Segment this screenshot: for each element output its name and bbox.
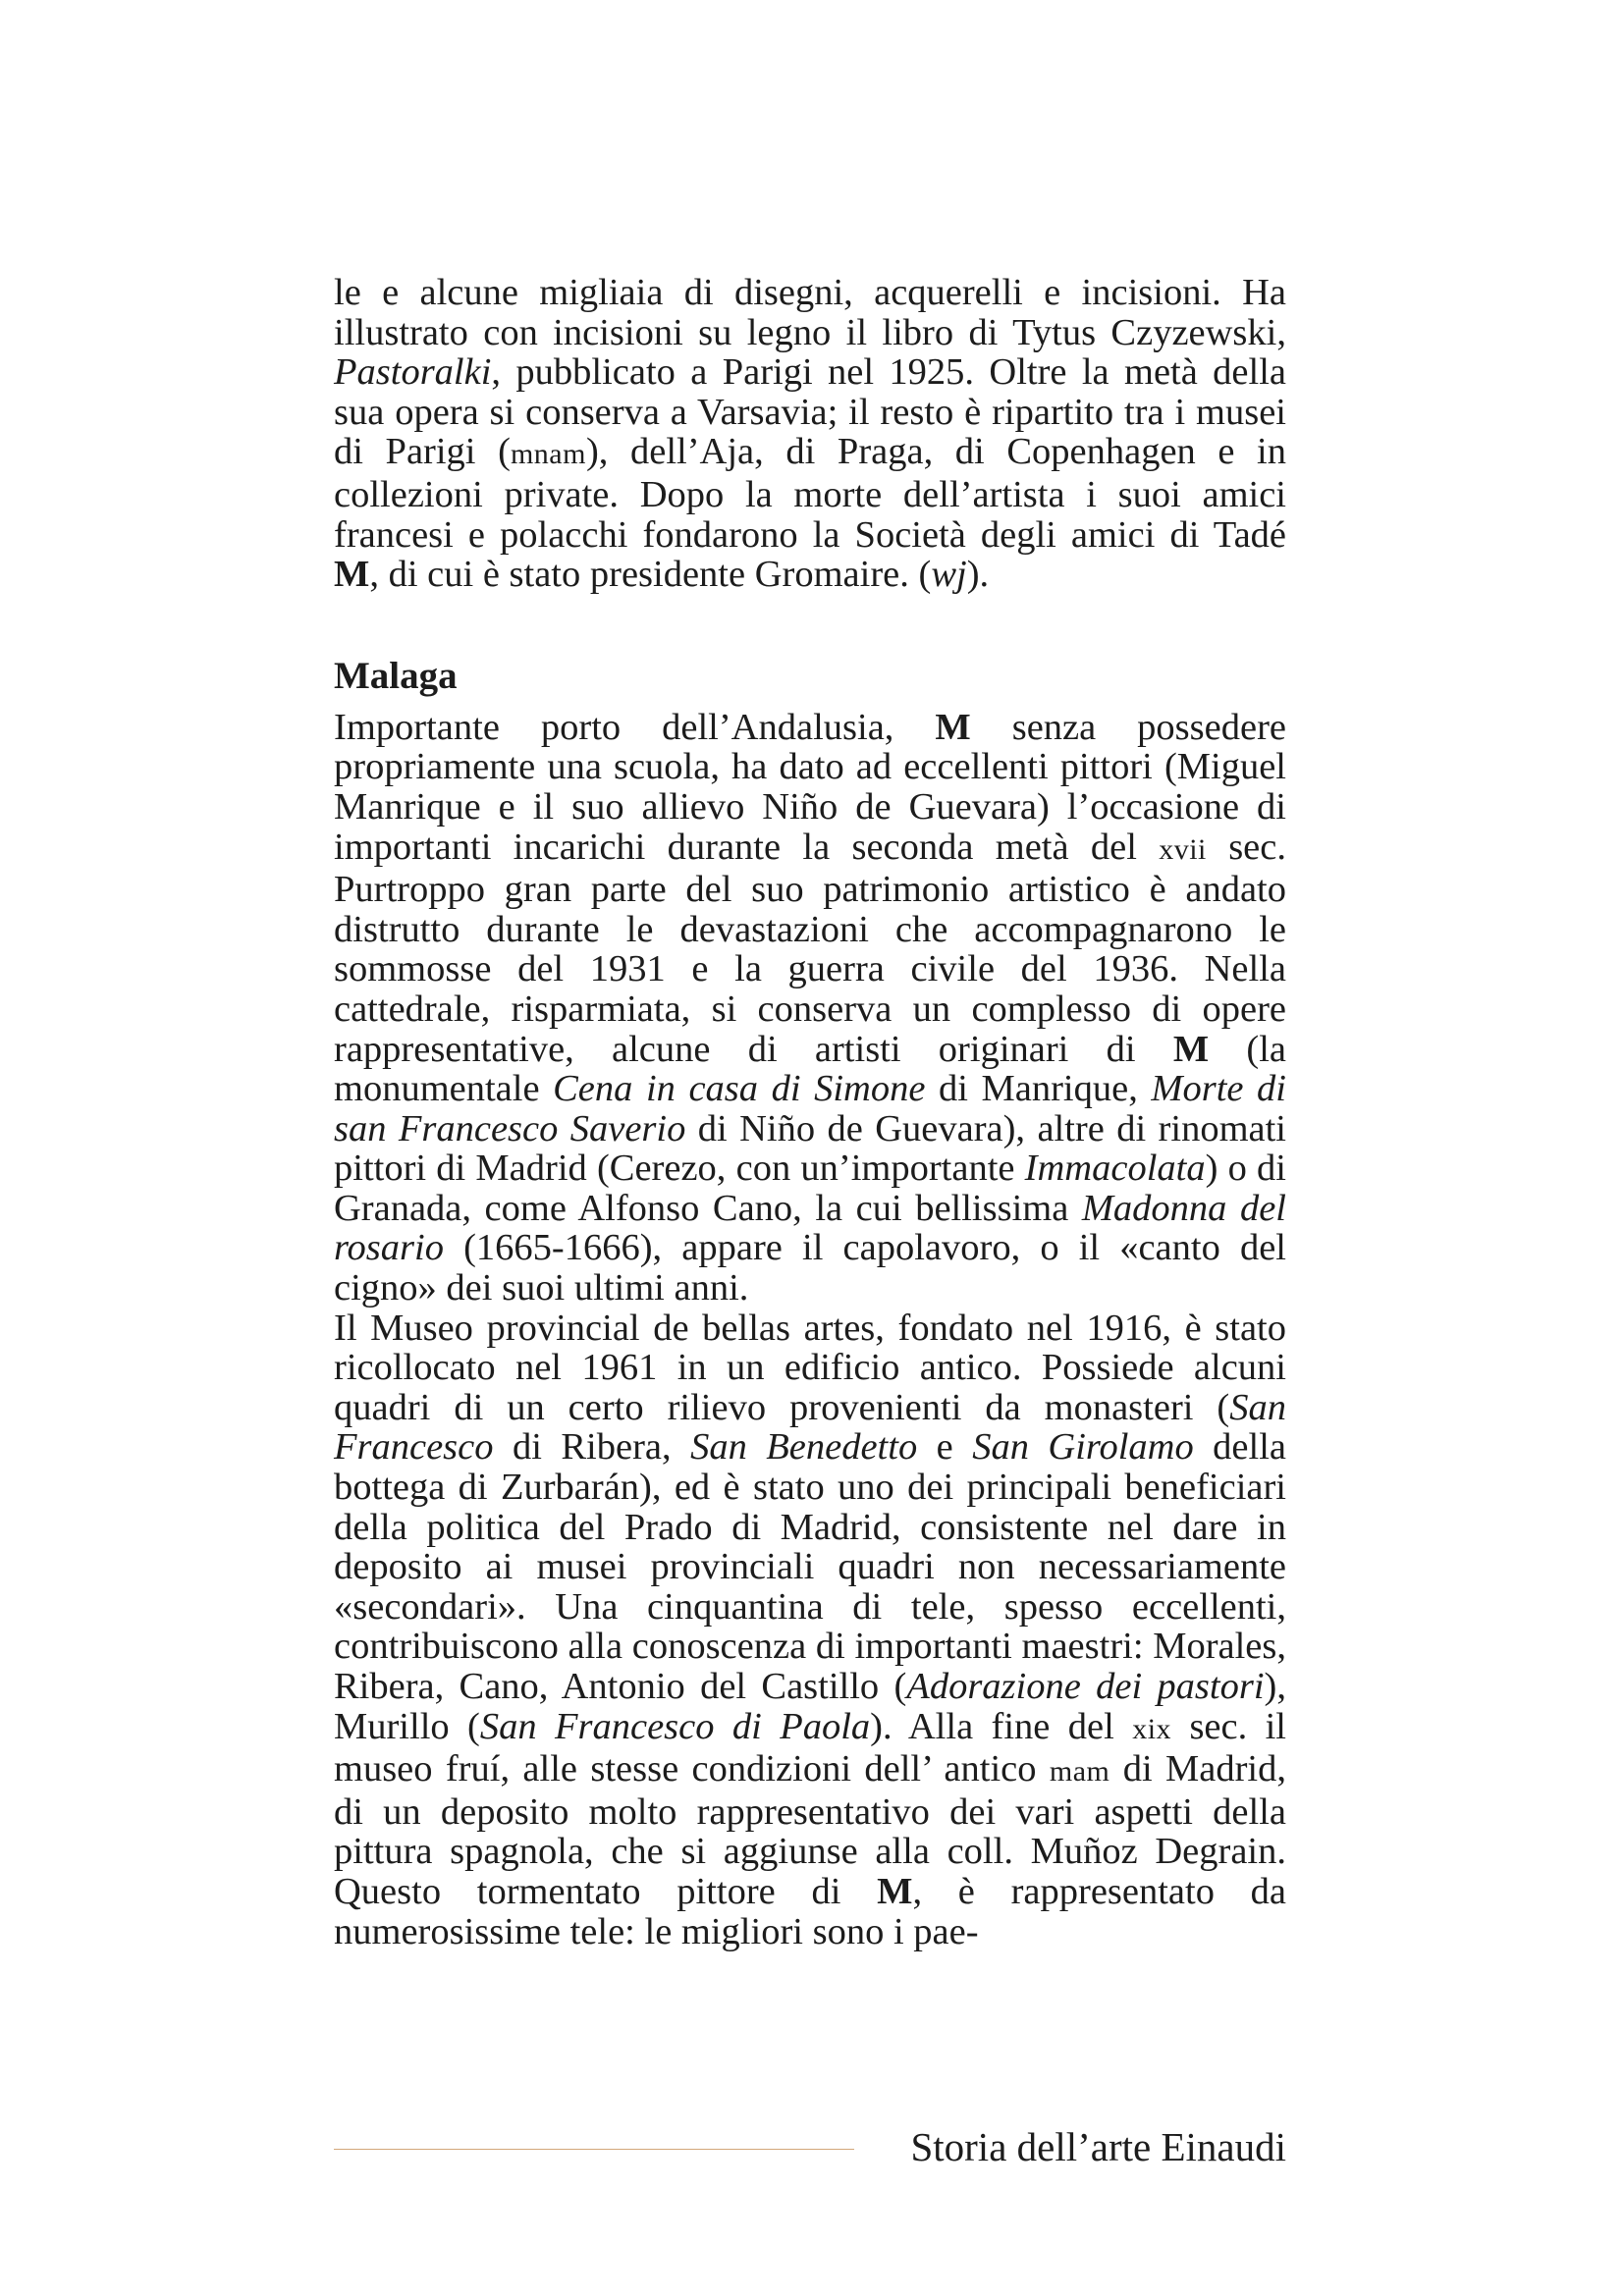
text-run: di Manrique,: [925, 1068, 1152, 1110]
article-column: [334, 273, 1286, 1951]
intro-paragraph: [334, 273, 1286, 595]
italic-text: Morte di san Francesco Saverio: [334, 1068, 1286, 1149]
text-run: (1665-1666), appare il capolavoro, o il «canto del cigno» dei suoi ultimi anni.: [334, 1227, 1286, 1309]
italic-text: San Benedetto: [690, 1426, 918, 1468]
italic-text: Immacolata: [1024, 1148, 1206, 1190]
footer-rule: [334, 2149, 854, 2150]
text-run: (la monumentale: [334, 1028, 1286, 1110]
text-run: le e alcune migliaia di disegni, acquerelli e incisioni. Ha illustrato con incisioni su legno il libro di Tytus Czyzewski,: [334, 272, 1286, 353]
text-run: di Ribera,: [493, 1426, 691, 1468]
entry-abbreviation: M: [1172, 1028, 1210, 1070]
text-run: ) o di Granada, come Alfonso Cano, la cui bellissima: [334, 1148, 1286, 1229]
italic-text: San Francesco di Paola: [479, 1705, 871, 1747]
italic-text: San Francesco: [334, 1386, 1286, 1468]
entry-heading: Malaga: [334, 654, 458, 697]
text-run: Importante porto dell’Andalusia,: [334, 706, 936, 748]
smallcaps-text: mam: [1049, 1755, 1110, 1789]
page-footer: [334, 2122, 1286, 2171]
smallcaps-text: xix: [1132, 1712, 1172, 1745]
text-run: della bottega di Zurbarán), ed è stato uno dei principali beneficiari della politica del Prado di Madrid, consistente nel dare in deposito ai musei provinciali quadri non necessariamente «secondari». Una cinquantina di tele, spesso eccellenti, contribuiscono alla conoscenza di importanti maestri: Morales, Ribera, Cano, Antonio del Castillo (: [334, 1426, 1286, 1707]
body-paragraph: [334, 708, 1286, 1308]
text-run: ).: [966, 554, 990, 596]
italic-text: San Girolamo: [972, 1426, 1194, 1468]
entry-abbreviation: M: [334, 554, 370, 596]
text-run: e: [917, 1426, 973, 1468]
text-run: senza possedere propriamente una scuola, ha dato ad eccellenti pittori (Miguel Manrique e il suo allievo Niño de Guevara) l’occasione di importanti incarichi durante la seconda metà del: [334, 706, 1286, 868]
body-paragraph: [334, 1308, 1286, 1952]
publication-title: Storia dell’arte Einaudi: [910, 2124, 1286, 2169]
italic-text: wj: [931, 554, 967, 596]
text-run: sec. Purtroppo gran parte del suo patrimonio artistico è andato distrutto durante le devastazioni che accompagnarono le sommosse del 1931 e la guerra civile del 1936. Nella cattedrale, risparmiata, si conserva un complesso di opere rappresentative, alcune di artisti originari di: [334, 826, 1286, 1070]
text-run: , di cui è stato presidente Gromaire. (: [369, 554, 932, 596]
text-run: Il Museo provincial de bellas artes, fondato nel 1916, è stato ricollocato nel 1961 in un edificio antico. Possiede alcuni quadri di un certo rilievo provenienti da monasteri (: [334, 1307, 1286, 1428]
text-run: , è rappresentato da numerosissime tele: le migliori sono i pae-: [334, 1870, 1286, 1952]
text-run: di Madrid, di un deposito molto rappresentativo dei vari aspetti della pittura spagnola, che si aggiunse alla coll. Muñoz Degrain. Questo tormentato pittore di: [334, 1748, 1286, 1912]
text-run: ), Murillo (: [334, 1666, 1286, 1747]
text-run: ). Alla fine del: [870, 1705, 1133, 1747]
text-run: ), dell’Aja, di Praga, di Copenhagen e in collezioni private. Dopo la morte dell’artista i suoi amici francesi e polacchi fondarono la Società degli amici di Tadé: [334, 431, 1287, 556]
italic-text: Madonna del rosario: [334, 1187, 1286, 1269]
entry-abbreviation: M: [935, 706, 971, 748]
entry-abbreviation: M: [877, 1870, 913, 1912]
text-run: sec. il museo fruí, alle stesse condizioni dell’ antico: [334, 1705, 1287, 1790]
smallcaps-text: xvii: [1159, 832, 1207, 866]
text-run: , pubblicato a Parigi nel 1925. Oltre la metà della sua opera si conserva a Varsavia; il resto è ripartito tra i musei di Parigi (: [334, 351, 1286, 473]
smallcaps-text: mnam: [510, 438, 586, 471]
italic-text: Pastoralki: [334, 351, 492, 394]
italic-text: Adorazione dei pastori: [906, 1666, 1265, 1707]
italic-text: Cena in casa di Simone: [553, 1068, 926, 1110]
text-run: di Niño de Guevara), altre di rinomati pittori di Madrid (Cerezo, con un’importante: [334, 1107, 1286, 1190]
